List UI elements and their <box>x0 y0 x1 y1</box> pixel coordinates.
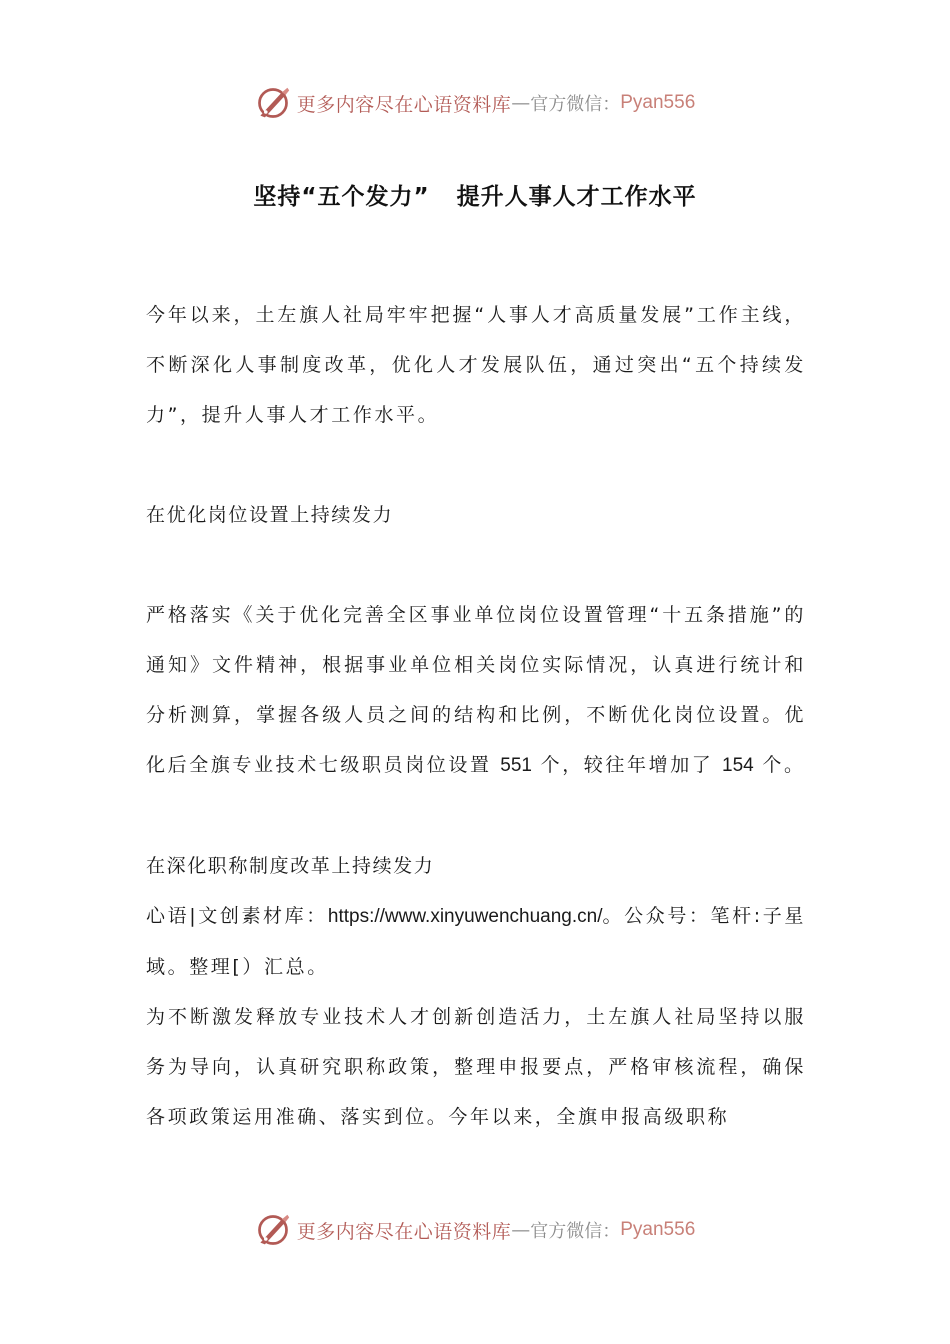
section-paragraph-title-reform: 为不断激发释放专业技术人才创新创造活力，土左旗人社局坚持以服务为导向，认真研究职称政策，整理申报要点，严格审核流程，确保各项政策运用准确、落实到位。今年以来，全旗申报高级职称 <box>146 1006 806 1128</box>
banner-text: 更多内容尽在心语资料库 <box>296 93 512 116</box>
document-body <box>146 290 806 1142</box>
header-watermark-banner <box>0 83 950 123</box>
banner-wechat-label: 官方微信： <box>530 94 621 115</box>
source-note-paragraph: 心语|文创素材库：https://www.xinyuwenchuang.cn/。公众号：笔杆:子星域。整理[）汇总。 <box>146 905 806 978</box>
footer-watermark-banner <box>0 1210 950 1250</box>
banner-separator: — <box>511 92 531 114</box>
section-heading-post-setting: 在优化岗位设置上持续发力 <box>146 504 394 526</box>
pen-logo-icon <box>255 85 291 121</box>
banner-wechat-id: Pyan556 <box>620 1219 696 1240</box>
document-title: 坚持“五个发力” 提升人事人才工作水平 <box>253 184 697 210</box>
intro-paragraph: 今年以来，土左旗人社局牢牢把握“人事人才高质量发展”工作主线，不断深化人事制度改革，优化人才发展队伍，通过突出“五个持续发力”，提升人事人才工作水平。 <box>146 304 806 426</box>
post-count-value: 551 <box>500 755 532 776</box>
banner-wechat-label: 官方微信： <box>530 1221 621 1242</box>
pen-logo-icon <box>255 1212 291 1248</box>
post-increase-value: 154 <box>722 755 754 776</box>
banner-text: 更多内容尽在心语资料库 <box>296 1220 512 1243</box>
source-url: https://www.xinyuwenchuang.cn/ <box>327 906 603 927</box>
banner-wechat-id: Pyan556 <box>620 92 696 113</box>
section-paragraph-post-setting: 严格落实《关于优化完善全区事业单位岗位设置管理“十五条措施”的通知》文件精神，根据事业单位相关岗位实际情况，认真进行统计和分析测算，掌握各级人员之间的结构和比例，不断优化岗位设置。优化后全旗专业技术七级职员岗位设置 551 个，较往年增加了 154 个。 <box>146 604 806 776</box>
section-heading-title-reform: 在深化职称制度改革上持续发力 <box>146 855 435 877</box>
banner-separator: — <box>511 1219 531 1241</box>
